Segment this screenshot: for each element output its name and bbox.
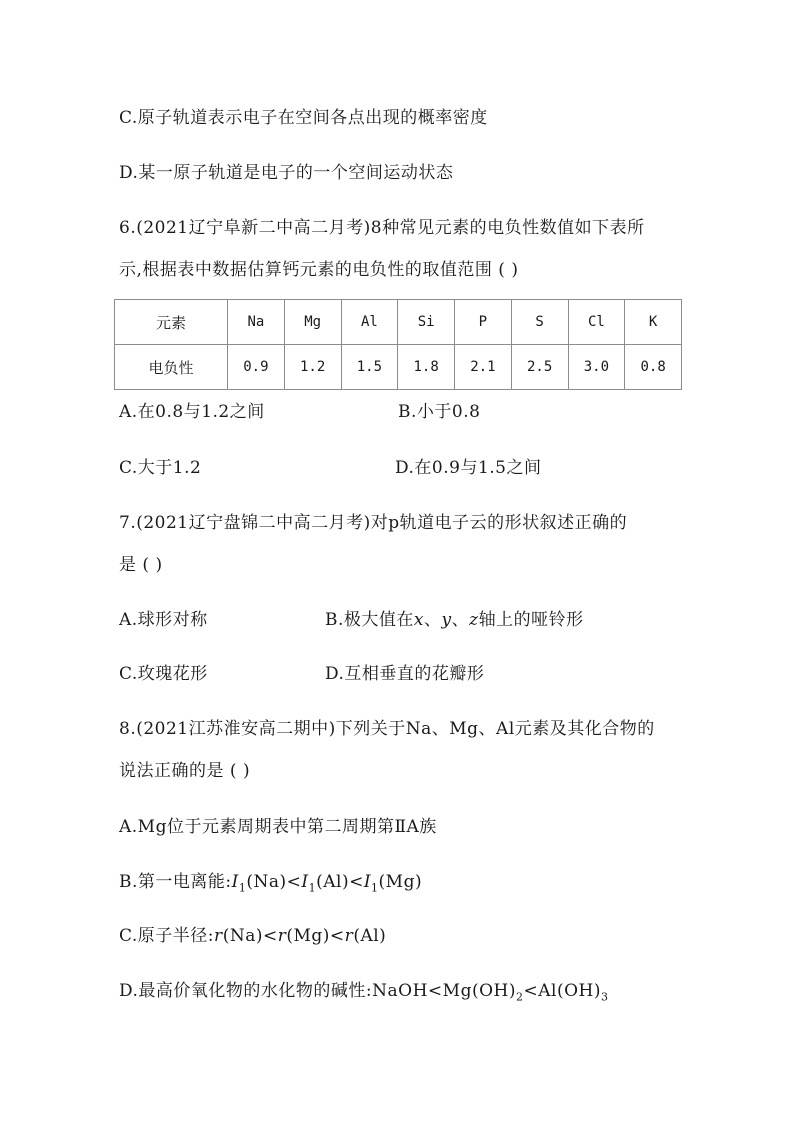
separator: 、 [424, 610, 442, 630]
table-cell: 3.0 [568, 345, 625, 390]
q7-option-d: D.互相垂直的花瓣形 [325, 664, 485, 684]
subscript: 2 [516, 990, 524, 1004]
ionization-symbol: I [363, 872, 372, 892]
formula-part: <Al(OH) [523, 981, 601, 1001]
radius-symbol: r [277, 926, 287, 946]
table-cell: 1.5 [341, 345, 398, 390]
axis-z-variable: z [469, 610, 479, 630]
q7-option-b-prefix: B.极大值在 [325, 610, 414, 630]
formula-part: (Na)< [246, 872, 302, 892]
radius-symbol: r [214, 926, 223, 946]
q7-stem-line2: 是 ( ) [119, 555, 163, 575]
radius-symbol: r [344, 926, 354, 946]
q8-option-b-prefix: B.第一电离能: [119, 872, 232, 892]
formula-part: (Mg) [378, 872, 423, 892]
table-cell: Al [341, 300, 398, 345]
q8-option-b [119, 870, 422, 900]
table-cell: Na [228, 300, 285, 345]
q8-option-a: A.Mg位于元素周期表中第二周期第ⅡA族 [119, 817, 437, 837]
q6-stem-line1: 6.(2021辽宁阜新二中高二月考)8种常见元素的电负性数值如下表所 [119, 218, 645, 238]
formula-part: (Al)< [316, 872, 364, 892]
table-header-element: 元素 [115, 300, 228, 345]
formula-part: (Na)< [222, 926, 278, 946]
table-cell: 0.9 [228, 345, 285, 390]
q8-option-c-prefix: C.原子半径: [119, 926, 215, 946]
q7-stem-line1: 7.(2021辽宁盘锦二中高二月考)对p轨道电子云的形状叙述正确的 [119, 513, 628, 533]
formula-part: (Mg)< [286, 926, 345, 946]
table-cell: S [511, 300, 568, 345]
q8-stem-line2: 说法正确的是 ( ) [119, 761, 251, 781]
q6-option-d: D.在0.9与1.5之间 [395, 458, 542, 478]
table-cell: 2.1 [455, 345, 512, 390]
q8-option-d-prefix: D.最高价氧化物的水化物的碱性:NaOH<Mg(OH) [119, 981, 516, 1001]
ionization-symbol: I [301, 872, 309, 892]
q6-option-c: C.大于1.2 [119, 458, 202, 478]
ionization-symbol: I [231, 872, 239, 892]
table-cell: K [625, 300, 682, 345]
q6-stem-line2: 示,根据表中数据估算钙元素的电负性的取值范围 ( ) [119, 260, 519, 280]
electronegativity-table [114, 299, 682, 390]
q8-option-c [119, 924, 386, 948]
table-cell: Cl [568, 300, 625, 345]
q7-option-b-suffix: 轴上的哑铃形 [478, 610, 584, 630]
q7-option-b [325, 608, 584, 632]
subscript: 1 [308, 881, 317, 895]
table-row-values [115, 345, 682, 390]
q8-stem-line1: 8.(2021江苏淮安高二期中)下列关于Na、Mg、Al元素及其化合物的 [119, 719, 655, 739]
subscript: 1 [238, 881, 247, 895]
table-cell: 1.2 [284, 345, 341, 390]
q6-option-b: B.小于0.8 [398, 402, 481, 422]
q7-option-c: C.玫瑰花形 [119, 664, 208, 684]
table-cell: 0.8 [625, 345, 682, 390]
table-row-elements [115, 300, 682, 345]
subscript: 3 [601, 990, 609, 1004]
table-cell: 2.5 [511, 345, 568, 390]
axis-y-variable: y [441, 610, 452, 630]
table-cell: P [455, 300, 512, 345]
axis-x-variable: x [413, 610, 424, 630]
subscript: 1 [371, 881, 379, 895]
q7-option-a: A.球形对称 [119, 610, 208, 630]
formula-part: (Al) [353, 926, 387, 946]
table-cell: Mg [284, 300, 341, 345]
q5-option-c: C.原子轨道表示电子在空间各点出现的概率密度 [119, 108, 488, 128]
table-header-electronegativity: 电负性 [115, 345, 228, 390]
table-cell: Si [398, 300, 455, 345]
table-cell: 1.8 [398, 345, 455, 390]
separator: 、 [451, 610, 470, 630]
q5-option-d: D.某一原子轨道是电子的一个空间运动状态 [119, 163, 454, 183]
q8-option-d [119, 979, 609, 1009]
q6-option-a: A.在0.8与1.2之间 [119, 402, 265, 422]
